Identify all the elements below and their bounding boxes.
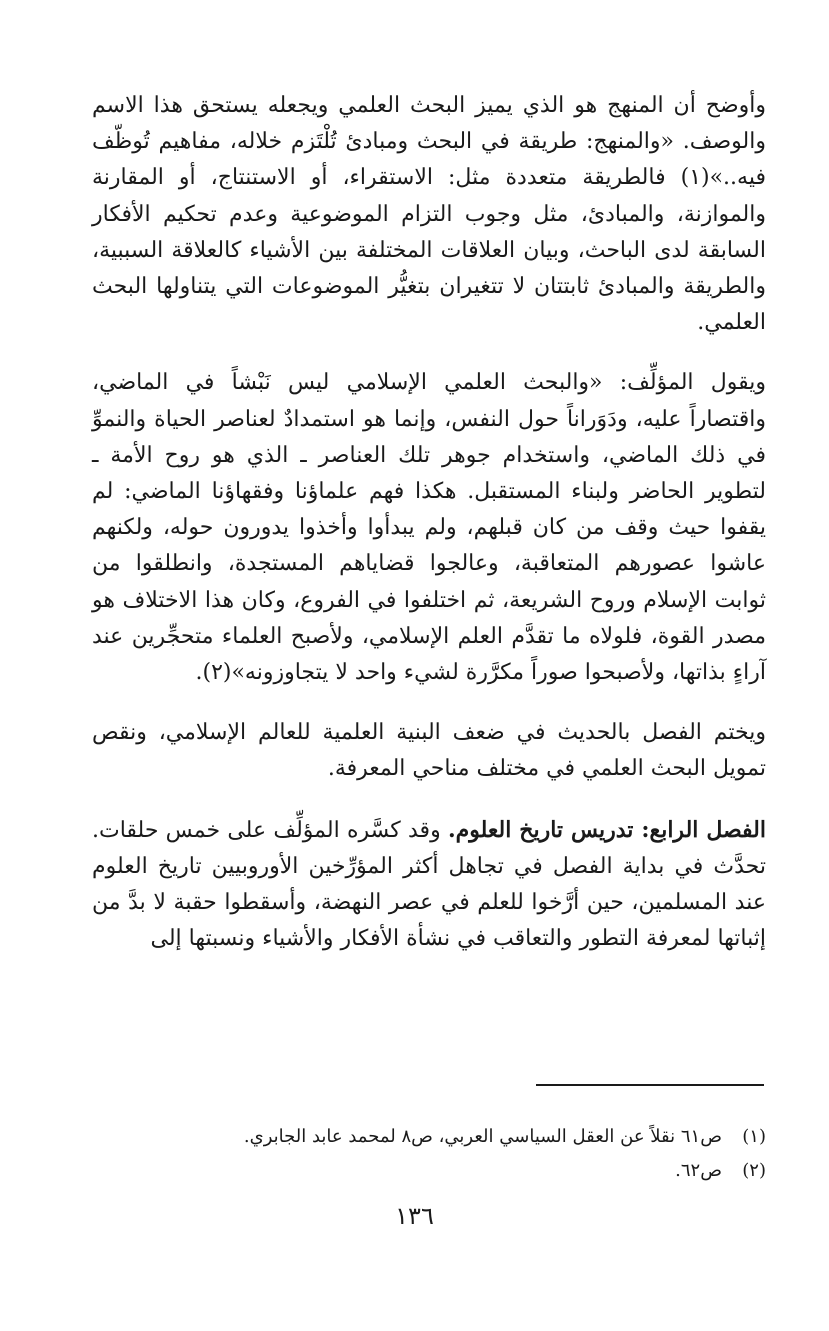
page-number: ١٣٦ [395, 1202, 434, 1230]
paragraph-1: وأوضح أن المنهج هو الذي يميز البحث العلمي ويجعله يستحق هذا الاسم والوصف. «والمنهج: طريقة في البحث ومبادئ تُلْتَزم خلاله، مفاهيم تُوظّف فيه..»(١) فالطريقة متعددة مثل: الاستقراء، أو الاستنتاج، أو المقارنة والموازنة، والمبادئ، مثل وجوب التزام الموضوعية وعدم تحكيم الأفكار السابقة لدى الباحث، وبيان العلاقات المختلفة بين الأشياء كالعلاقة السببية، والطريقة والمبادئ ثابتتان لا تتغيران بتغيُّر الموضوعات التي يتناولها البحث العلمي. [92, 93, 766, 336]
paragraph-4-text: وقد كسَّره المؤلِّف على خمس حلقات. تحدَّث في بداية الفصل في تجاهل أكثر المؤرِّخين الأوروبيين تاريخ العلوم عند المسلمين، حين أرَّخوا للعلم في عصر النهضة، وأسقطوا حقبة لا بدَّ من إثباتها لمعرفة التطور والتعاقب في نشأة الأفكار والأشياء ونسبتها إلى [92, 817, 766, 952]
footnote-text: ص٦٢. [675, 1160, 722, 1181]
footnote-1 [92, 1120, 766, 1154]
main-text [92, 88, 766, 957]
footnote-number: (١) [742, 1126, 766, 1147]
paragraph-4 [92, 812, 766, 958]
footnotes [92, 1120, 766, 1188]
footnote-2 [92, 1154, 766, 1188]
footnote-divider [536, 1084, 764, 1086]
section-heading: الفصل الرابع: تدريس تاريخ العلوم. [447, 816, 766, 843]
paragraph-3: ويختم الفصل بالحديث في ضعف البنية العلمية للعالم الإسلامي، ونقص تمويل البحث العلمي في مختلف مناحي المعرفة. [92, 720, 766, 782]
footnote-text: ص٦١ نقلاً عن العقل السياسي العربي، ص٨ لمحمد عابد الجابري. [243, 1126, 722, 1147]
footnote-number: (٢) [742, 1160, 766, 1181]
paragraph-2: ويقول المؤلِّف: «والبحث العلمي الإسلامي ليس نَبْشاً في الماضي، واقتصاراً عليه، ودَوَراناً حول النفس، وإنما هو استمدادٌ لعناصر الحياة والنموِّ في ذلك الماضي، واستخدام جوهر تلك العناصر ـ الذي هو روح الأمة ـ لتطوير الحاضر ولبناء المستقبل. هكذا فهم علماؤنا وفقهاؤنا الماضي: لم يقفوا حيث وقف من كان قبلهم، ولم يبدأوا وأخذوا يدورون حوله، ولكنهم عاشوا عصورهم المتعاقبة، وعالجوا قضاياهم المستجدة، وانطلقوا من ثوابت الإسلام وروح الشريعة، ثم اختلفوا في الفروع، وكان هذا الاختلاف هو مصدر القوة، فلولاه ما تقدَّم العلم الإسلامي، ولأصبح العلماء متحجِّرين عند آراءٍ بذاتها، ولأصبحوا صوراً مكرَّرة لشيء واحد لا يتجاوزونه»(٢). [92, 370, 766, 686]
